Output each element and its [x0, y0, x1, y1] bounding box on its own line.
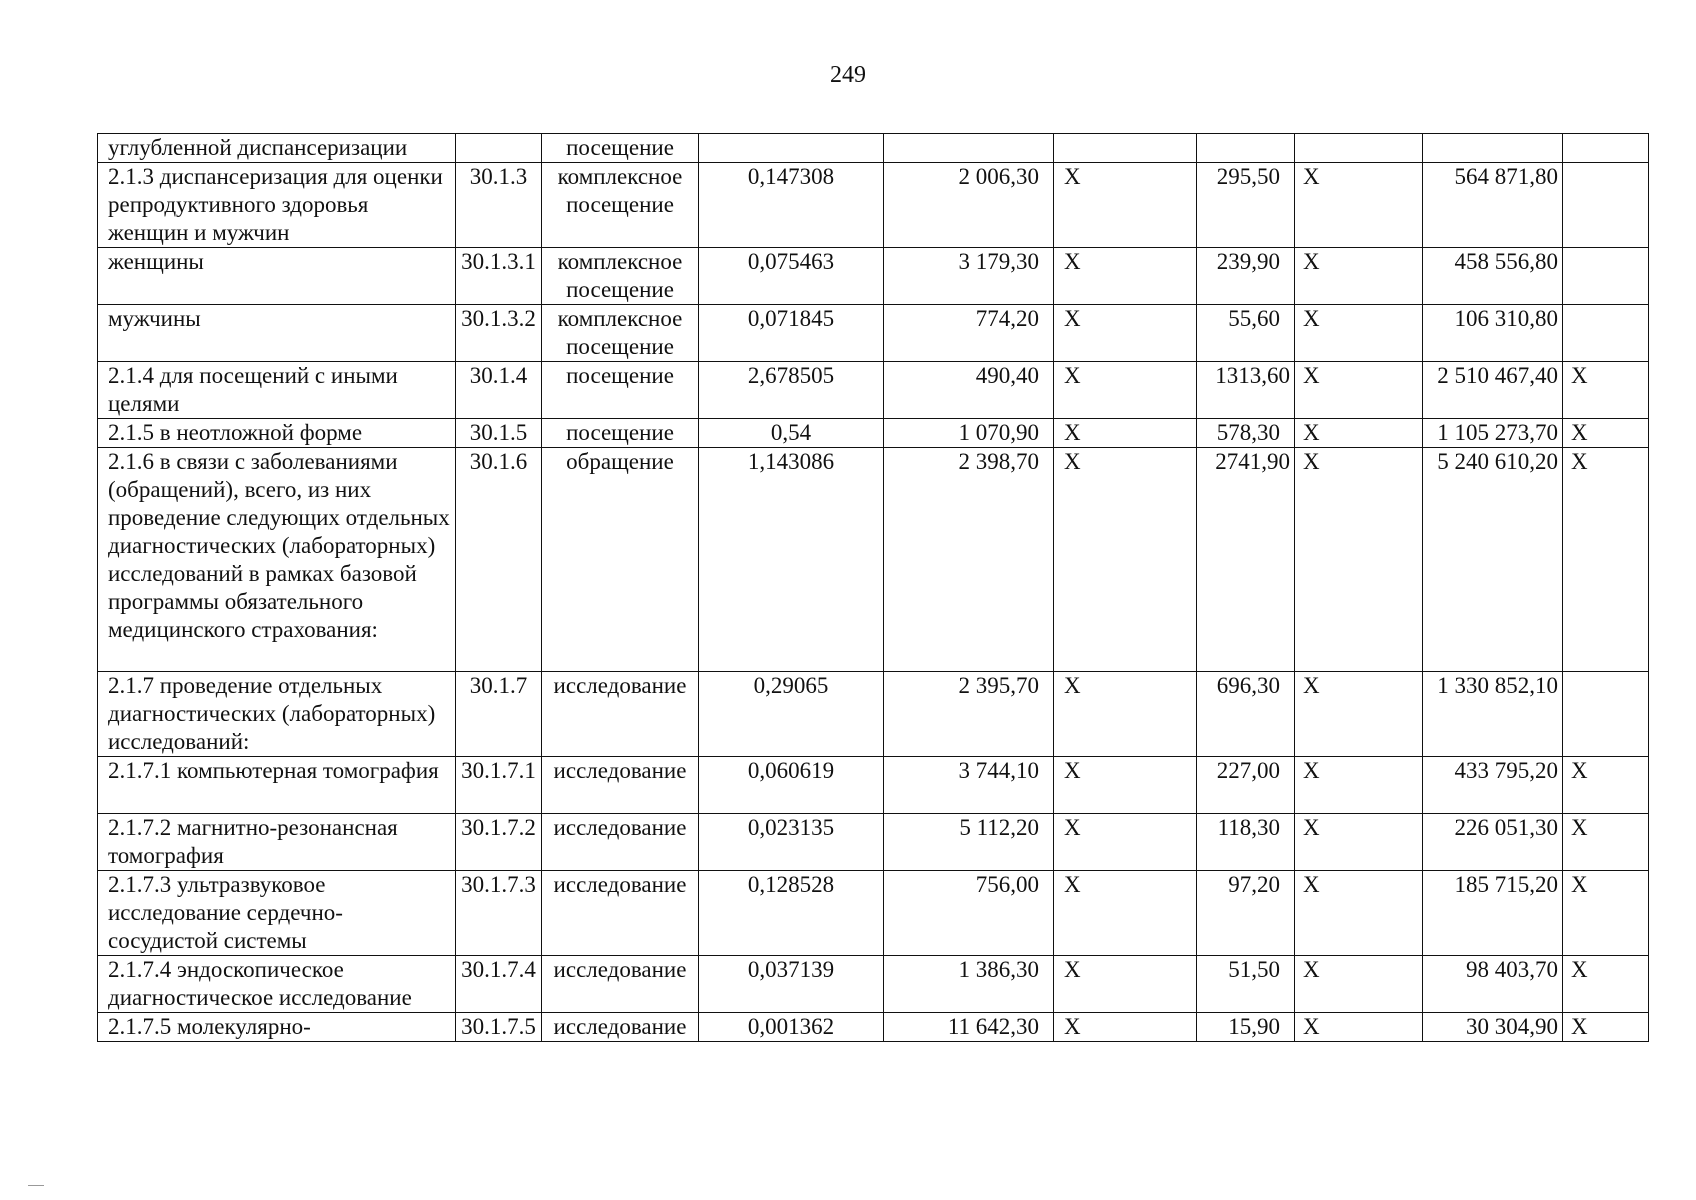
row-unit: исследование [542, 1013, 699, 1042]
row-x1: X [1054, 448, 1197, 672]
row-per-capita: 227,00 [1197, 757, 1295, 814]
row-x2: X [1295, 814, 1423, 871]
row-per-capita: 15,90 [1197, 1013, 1295, 1042]
row-name: 2.1.7.3 ультразвуковое исследование сердечно-сосудистой системы [98, 871, 456, 956]
row-norm: 1,143086 [699, 448, 884, 672]
row-total [1423, 134, 1563, 163]
row-cost: 1 070,90 [884, 419, 1054, 448]
row-x2: X [1295, 757, 1423, 814]
row-x1: X [1054, 757, 1197, 814]
row-name: мужчины [98, 305, 456, 362]
row-norm: 0,023135 [699, 814, 884, 871]
row-total: 185 715,20 [1423, 871, 1563, 956]
row-x2: X [1295, 419, 1423, 448]
row-x1: X [1054, 956, 1197, 1013]
row-unit: комплексное посещение [542, 163, 699, 248]
table-row [98, 134, 1649, 163]
row-per-capita: 51,50 [1197, 956, 1295, 1013]
page-number: 249 [830, 62, 866, 88]
row-total: 30 304,90 [1423, 1013, 1563, 1042]
row-x1: X [1054, 163, 1197, 248]
row-norm: 0,075463 [699, 248, 884, 305]
row-name: 2.1.6 в связи с заболеваниями (обращений), всего, из них проведение следующих отдельных диагностических (лабораторных) исследований в рамках базовой программы обязательного медицинского страхования: [98, 448, 456, 672]
row-total: 226 051,30 [1423, 814, 1563, 871]
row-name: 2.1.4 для посещений с иными целями [98, 362, 456, 419]
scan-mark [28, 1185, 44, 1186]
row-cost: 2 398,70 [884, 448, 1054, 672]
row-code: 30.1.7.1 [456, 757, 542, 814]
row-unit: исследование [542, 871, 699, 956]
row-norm: 0,037139 [699, 956, 884, 1013]
row-total: 1 105 273,70 [1423, 419, 1563, 448]
row-x1: X [1054, 362, 1197, 419]
row-norm: 0,128528 [699, 871, 884, 956]
row-x3 [1563, 248, 1649, 305]
row-code: 30.1.7 [456, 672, 542, 757]
row-code [456, 134, 542, 163]
row-total: 564 871,80 [1423, 163, 1563, 248]
table-row [98, 814, 1649, 871]
row-code: 30.1.4 [456, 362, 542, 419]
row-x3: X [1563, 871, 1649, 956]
row-unit: исследование [542, 672, 699, 757]
row-x1: X [1054, 871, 1197, 956]
row-unit: посещение [542, 134, 699, 163]
row-code: 30.1.5 [456, 419, 542, 448]
row-per-capita: 239,90 [1197, 248, 1295, 305]
row-total: 458 556,80 [1423, 248, 1563, 305]
row-x3: X [1563, 956, 1649, 1013]
row-x1: X [1054, 419, 1197, 448]
row-total: 433 795,20 [1423, 757, 1563, 814]
row-norm: 0,54 [699, 419, 884, 448]
row-total: 2 510 467,40 [1423, 362, 1563, 419]
row-x1: X [1054, 305, 1197, 362]
row-x2: X [1295, 362, 1423, 419]
table-row [98, 448, 1649, 672]
table-row [98, 757, 1649, 814]
table-row [98, 1013, 1649, 1042]
row-norm: 0,060619 [699, 757, 884, 814]
row-x3: X [1563, 757, 1649, 814]
row-name: 2.1.7.2 магнитно-резонансная томография [98, 814, 456, 871]
row-cost: 2 395,70 [884, 672, 1054, 757]
row-unit: обращение [542, 448, 699, 672]
row-norm: 0,071845 [699, 305, 884, 362]
row-x3: X [1563, 448, 1649, 672]
row-cost: 11 642,30 [884, 1013, 1054, 1042]
row-name: 2.1.3 диспансеризация для оценки репродуктивного здоровья женщин и мужчин [98, 163, 456, 248]
row-total: 1 330 852,10 [1423, 672, 1563, 757]
table-row [98, 956, 1649, 1013]
row-x2: X [1295, 163, 1423, 248]
row-x1: X [1054, 672, 1197, 757]
row-per-capita: 295,50 [1197, 163, 1295, 248]
row-x3 [1563, 163, 1649, 248]
row-name: 2.1.7.1 компьютерная томография [98, 757, 456, 814]
row-norm [699, 134, 884, 163]
row-x1: X [1054, 1013, 1197, 1042]
row-per-capita: 97,20 [1197, 871, 1295, 956]
row-norm: 0,147308 [699, 163, 884, 248]
row-x3 [1563, 305, 1649, 362]
row-unit: исследование [542, 814, 699, 871]
row-cost: 774,20 [884, 305, 1054, 362]
row-cost: 756,00 [884, 871, 1054, 956]
row-code: 30.1.3.2 [456, 305, 542, 362]
row-norm: 0,001362 [699, 1013, 884, 1042]
row-cost: 2 006,30 [884, 163, 1054, 248]
row-per-capita [1197, 134, 1295, 163]
row-norm: 2,678505 [699, 362, 884, 419]
row-code: 30.1.7.3 [456, 871, 542, 956]
row-unit: исследование [542, 956, 699, 1013]
row-unit: посещение [542, 419, 699, 448]
table-row [98, 248, 1649, 305]
row-cost: 3 179,30 [884, 248, 1054, 305]
tariff-table [97, 133, 1649, 1042]
table-row [98, 163, 1649, 248]
row-code: 30.1.7.4 [456, 956, 542, 1013]
row-x2: X [1295, 672, 1423, 757]
row-x2: X [1295, 871, 1423, 956]
row-cost: 5 112,20 [884, 814, 1054, 871]
row-total: 5 240 610,20 [1423, 448, 1563, 672]
row-x2: X [1295, 956, 1423, 1013]
table-row [98, 871, 1649, 956]
row-total: 98 403,70 [1423, 956, 1563, 1013]
table-body [98, 134, 1649, 1042]
row-per-capita: 2741,90 [1197, 448, 1295, 672]
row-unit: комплексное посещение [542, 248, 699, 305]
row-code: 30.1.3 [456, 163, 542, 248]
row-norm: 0,29065 [699, 672, 884, 757]
table-row [98, 362, 1649, 419]
row-x3: X [1563, 814, 1649, 871]
row-per-capita: 696,30 [1197, 672, 1295, 757]
row-x2 [1295, 134, 1423, 163]
row-per-capita: 55,60 [1197, 305, 1295, 362]
row-name: 2.1.7.4 эндоскопическое диагностическое исследование [98, 956, 456, 1013]
row-name: 2.1.7 проведение отдельных диагностических (лабораторных) исследований: [98, 672, 456, 757]
row-x3 [1563, 134, 1649, 163]
row-cost: 490,40 [884, 362, 1054, 419]
row-unit: комплексное посещение [542, 305, 699, 362]
row-name: женщины [98, 248, 456, 305]
row-x3 [1563, 672, 1649, 757]
row-x1 [1054, 134, 1197, 163]
row-code: 30.1.7.5 [456, 1013, 542, 1042]
row-per-capita: 1313,60 [1197, 362, 1295, 419]
row-name: углубленной диспансеризации [98, 134, 456, 163]
table-row [98, 672, 1649, 757]
row-x2: X [1295, 305, 1423, 362]
row-x2: X [1295, 1013, 1423, 1042]
row-cost [884, 134, 1054, 163]
table-row [98, 305, 1649, 362]
row-per-capita: 578,30 [1197, 419, 1295, 448]
table-row [98, 419, 1649, 448]
row-x3: X [1563, 1013, 1649, 1042]
row-per-capita: 118,30 [1197, 814, 1295, 871]
row-code: 30.1.3.1 [456, 248, 542, 305]
row-total: 106 310,80 [1423, 305, 1563, 362]
row-unit: исследование [542, 757, 699, 814]
row-cost: 3 744,10 [884, 757, 1054, 814]
row-x1: X [1054, 814, 1197, 871]
row-x3: X [1563, 419, 1649, 448]
row-x2: X [1295, 248, 1423, 305]
row-x2: X [1295, 448, 1423, 672]
row-code: 30.1.6 [456, 448, 542, 672]
row-x1: X [1054, 248, 1197, 305]
row-code: 30.1.7.2 [456, 814, 542, 871]
row-unit: посещение [542, 362, 699, 419]
row-name: 2.1.7.5 молекулярно- [98, 1013, 456, 1042]
row-cost: 1 386,30 [884, 956, 1054, 1013]
row-name: 2.1.5 в неотложной форме [98, 419, 456, 448]
row-x3: X [1563, 362, 1649, 419]
